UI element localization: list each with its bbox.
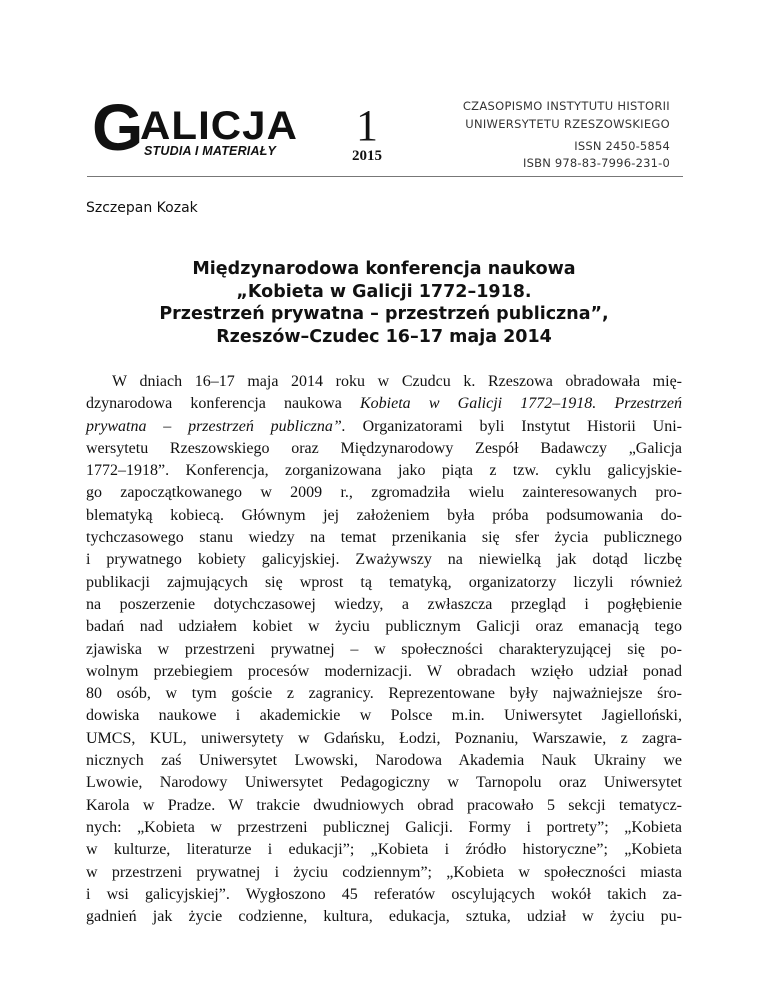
article-title <box>86 258 682 348</box>
logo-subtitle: STUDIA I MATERIAŁY <box>144 144 277 158</box>
body-text-segment: Organizatorami byli Instytut Historii Uni- <box>345 417 683 435</box>
body-line <box>86 795 682 817</box>
body-text-segment: 1772–1918”. Konferencja, zorganizowana jako piąta z tzw. cyklu galicyjskie- <box>86 462 682 480</box>
body-text-segment: W dniach 16–17 maja 2014 roku w Czudcu k. Rzeszowa obradowała mię- <box>112 373 682 390</box>
body-text-segment: w przestrzeni prywatnej i życiu codziennym”; „Kobieta w społeczności miasta <box>86 863 682 881</box>
italic-text: prywatna – przestrzeń publiczna”. <box>86 417 346 435</box>
title-line: Rzeszów–Czudec 16–17 maja 2014 <box>216 326 552 347</box>
body-line <box>86 862 682 884</box>
body-text-segment: UMCS, KUL, uniwersytety w Gdańsku, Łodzi, Poznaniu, Warszawie, z zagra- <box>86 729 682 747</box>
body-line <box>86 839 682 861</box>
body-text-segment: zjawiska w przestrzeni prywatnej – w społeczności charakteryzującej się po- <box>86 640 682 658</box>
body-text-segment: nicznych zaś Uniwersytet Lwowski, Narodowa Akademia Nauk Ukrainy we <box>86 752 682 770</box>
issn: ISSN 2450-5854 <box>574 139 670 153</box>
body-line <box>86 683 682 705</box>
body-line <box>86 549 682 571</box>
body-line <box>86 772 682 794</box>
body-line <box>86 393 682 415</box>
issue-year: 2015 <box>352 148 382 164</box>
body-text-segment: Karola w Pradze. W trakcie dwudniowych obrad pracowało 5 sekcji tematycz- <box>86 796 682 814</box>
body-line <box>86 817 682 839</box>
isbn: ISBN 978-83-7996-231-0 <box>523 156 670 170</box>
body-text-segment: wolnym przebiegiem procesów modernizacji. W obradach wzięło udział ponad <box>86 662 682 680</box>
header-divider <box>87 176 683 177</box>
body-line <box>86 906 682 928</box>
article-body <box>86 371 682 928</box>
body-text-segment: wersytetu Rzeszowskiego oraz Międzynarodowy Zespół Badawczy „Galicja <box>86 439 682 457</box>
journal-name-line1: CZASOPISMO INSTYTUTU HISTORII <box>462 99 670 113</box>
body-text-segment: w kulturze, literaturze i edukacji”; „Kobieta i źródło historyczne”; „Kobieta <box>86 841 682 859</box>
body-text-segment: dowiska naukowe i akademickie w Polsce m.in. Uniwersytet Jagielloński, <box>86 707 682 725</box>
body-text-segment: gadnień jak życie codzienne, kultura, edukacja, sztuka, udział w życiu pu- <box>86 908 682 926</box>
italic-text: Kobieta w Galicji 1772–1918. Przestrzeń <box>359 395 683 413</box>
journal-logo <box>92 90 312 164</box>
body-text-segment: blematyką kobiecą. Głównym jej założeniem była próba podsumowania do- <box>86 506 682 524</box>
body-text-segment: nych: „Kobieta w przestrzeni publicznej Galicji. Formy i portrety”; „Kobieta <box>86 818 682 836</box>
body-text-segment: go zapoczątkowanego w 2009 r., zgromadziła wielu zainteresowanych pro- <box>86 484 682 502</box>
body-line <box>86 527 682 549</box>
body-line <box>86 416 682 438</box>
body-text-segment: 80 osób, w tym goście z zagranicy. Reprezentowane były najważniejsze śro- <box>86 685 682 703</box>
body-line <box>86 616 682 638</box>
author-name: Szczepan Kozak <box>86 200 198 216</box>
body-line <box>86 482 682 504</box>
body-line <box>86 371 682 393</box>
journal-identifiers <box>523 138 670 172</box>
issue-number: 1 <box>356 101 378 150</box>
body-text-segment: i prywatnego kobiety galicyjskiej. Zważywszy na niewielką jak dotąd liczbę <box>86 551 682 569</box>
body-text-segment: Lwowie, Narodowy Uniwersytet Pedagogiczny w Tarnopolu oraz Uniwersytet <box>86 774 682 792</box>
body-line <box>86 750 682 772</box>
body-text-segment: publikacji zajmujących się wprost tą tematyką, organizatorzy liczyli również <box>86 573 682 591</box>
title-line: Przestrzeń prywatna – przestrzeń publiczna”, <box>159 304 609 324</box>
body-line <box>86 505 682 527</box>
logo-word: ALICJA <box>140 104 298 148</box>
body-line <box>86 884 682 906</box>
body-line <box>86 728 682 750</box>
journal-name <box>463 97 670 133</box>
body-line <box>86 438 682 460</box>
body-text-segment: badań nad udziałem kobiet w życiu publicznym Galicji oraz emanacją tego <box>86 618 682 636</box>
journal-name-line2: UNIWERSYTETU RZESZOWSKIEGO <box>465 117 670 131</box>
body-text-segment: i wsi galicyjskiej”. Wygłoszono 45 referatów oscylujących wokół takich za- <box>86 885 682 903</box>
body-line <box>86 705 682 727</box>
body-line <box>86 661 682 683</box>
logo-initial: G <box>92 90 142 164</box>
body-line <box>86 639 682 661</box>
body-line <box>86 594 682 616</box>
body-line <box>86 460 682 482</box>
body-text-segment: na poszerzenie dotychczasowej wiedzy, a zwłaszcza przegląd i pogłębienie <box>86 595 682 613</box>
title-line: Międzynarodowa konferencja naukowa <box>192 259 576 279</box>
title-line: „Kobieta w Galicji 1772–1918. <box>236 281 532 302</box>
body-line <box>86 572 682 594</box>
body-text-segment: tychczasowego stanu wiedzy na temat przenikania się sfer życia publicznego <box>86 529 682 547</box>
body-text-segment: dzynarodowa konferencja naukowa <box>86 395 360 413</box>
